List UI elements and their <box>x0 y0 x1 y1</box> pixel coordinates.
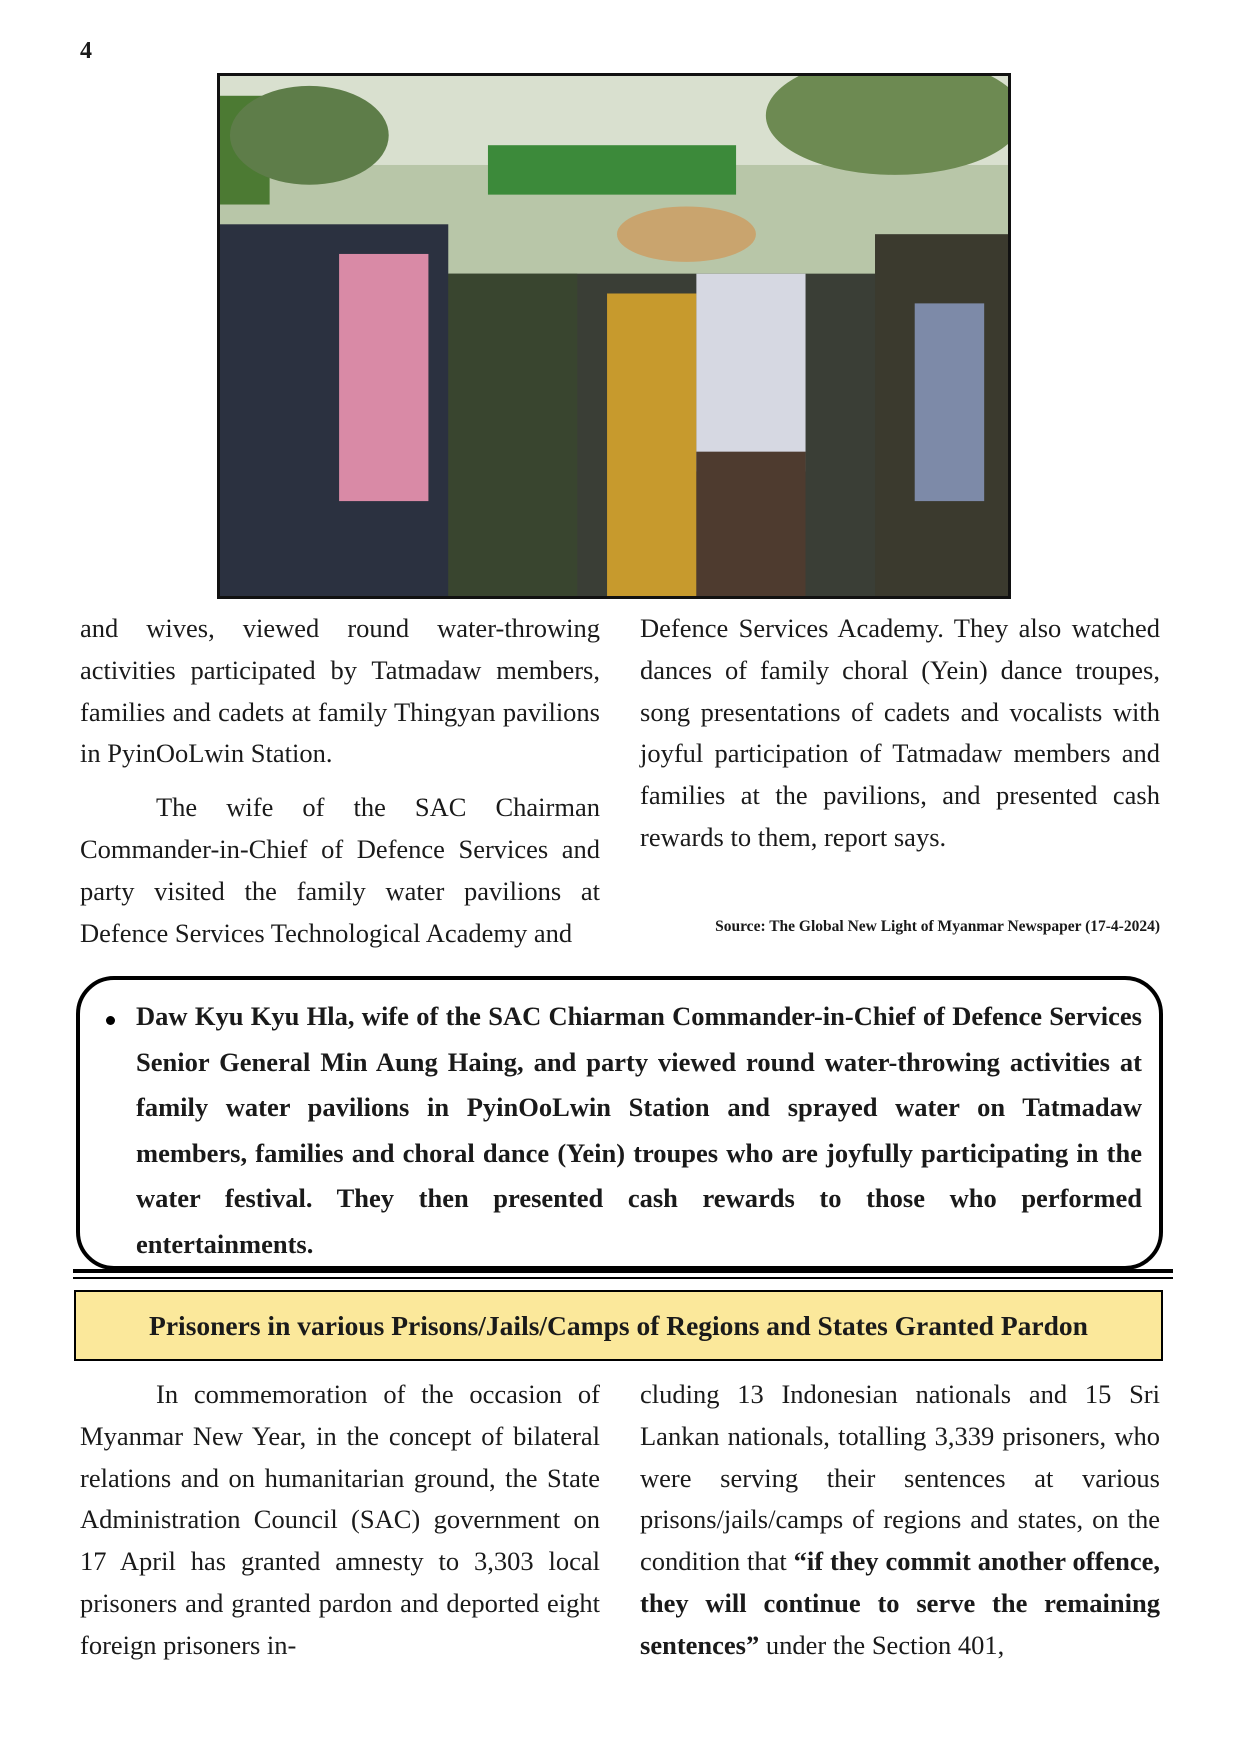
article2-heading: Prisoners in various Prisons/Jails/Camps of Regions and States Granted Pardon <box>149 1309 1088 1341</box>
article1-right-paragraph-1: Defence Services Academy. They also watched dances of family choral (Yein) dance troupes, song presentations of cadets and vocalists with joyful participation of Tatmadaw members and families at the pavilions, and presented cash rewards to them, report says. <box>640 613 1160 852</box>
article2-right-paragraph-1 <box>640 1374 1160 1667</box>
article2-right-text-start: cluding 13 Indonesian nationals and 15 Sri Lankan nationals, totalling 3,339 prisoners, who were serving their sentences at various prisons/jails/camps of regions and states, on the condition that <box>640 1379 1160 1577</box>
article2-left-paragraph-1: In commemoration of the occasion of Myanmar New Year, in the concept of bilateral relations and on humanitarian ground, the State Administration Council (SAC) government on 17 April has granted amnesty to 3,303 local prisoners and granted pardon and deported eight foreign prisoners in- <box>80 1379 600 1660</box>
summary-underline-thin <box>73 1277 1173 1279</box>
bullet-icon <box>106 1016 115 1025</box>
article1-left-column <box>80 608 600 954</box>
summary-box <box>76 976 1163 1270</box>
article2-condition-quote: “if they commit another offence, they will continue to serve the remaining sentences” <box>640 1546 1160 1660</box>
summary-callout <box>73 976 1173 1283</box>
article2-right-column <box>640 1374 1160 1667</box>
summary-text: Daw Kyu Kyu Hla, wife of the SAC Chiarman Commander-in-Chief of Defence Services Senior General Min Aung Haing, and party viewed round water-throwing activities at family water pavilions in PyinOoLwin Station and sprayed water on Tatmadaw members, families and choral dance (Yein) troupes who are joyfully participating in the water festival. They then presented cash rewards to those who performed entertainments. <box>136 1001 1142 1259</box>
article2-right-text-end: under the Section 401, <box>759 1629 1005 1660</box>
news-photo <box>217 73 1011 599</box>
article1-right-column <box>640 608 1160 859</box>
article1-left-paragraph-1: and wives, viewed round water-throwing activities participated by Tatmadaw members, families and cadets at family Thingyan pavilions in PyinOoLwin Station. <box>80 613 600 769</box>
source-credit: Source: The Global New Light of Myanmar Newspaper (17-4-2024) <box>715 918 1160 935</box>
photo-illustration <box>220 76 1008 596</box>
article1-left-paragraph-2: The wife of the SAC Chairman Commander-in-Chief of Defence Services and party visited the family water pavilions at Defence Services Technological Academy and <box>80 792 600 948</box>
article2-left-column <box>80 1374 600 1667</box>
article2-heading-box <box>74 1290 1163 1361</box>
page-number: 4 <box>80 38 92 64</box>
